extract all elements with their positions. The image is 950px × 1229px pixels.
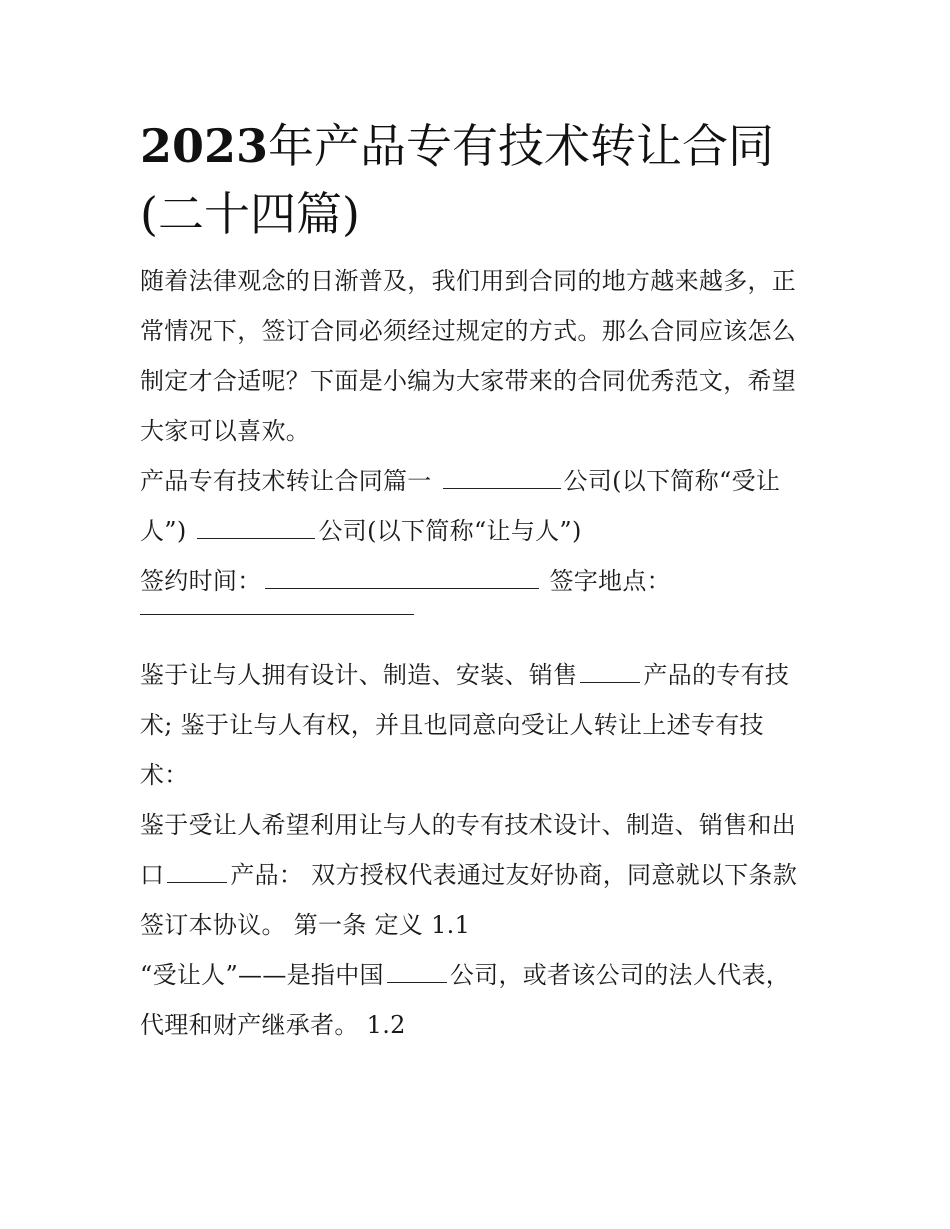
definition-text: “受让人”——是指中国 bbox=[140, 961, 384, 989]
blank-transferee-company bbox=[443, 464, 561, 489]
document-body bbox=[140, 112, 815, 1050]
intro-line: 制定才合适呢？下面是小编为大家带来的合同优秀范文，希望 bbox=[140, 367, 797, 395]
recital-text: 口 bbox=[140, 861, 165, 889]
sign-place-blank-row bbox=[140, 606, 815, 650]
recital-text: 产品的专有技 bbox=[643, 661, 790, 689]
parties-line-2 bbox=[140, 506, 815, 556]
sign-time-label: 签约时间： bbox=[140, 567, 262, 595]
title-line-2: (二十四篇) bbox=[140, 187, 360, 241]
intro-line: 大家可以喜欢。 bbox=[140, 417, 311, 445]
transferee-text: 公司(以下简称“受让 bbox=[563, 467, 781, 495]
title-line-1 bbox=[140, 112, 815, 180]
transferor-text: 公司(以下简称“让与人”) bbox=[318, 517, 582, 545]
contract-heading-text: 产品专有技术转让合同篇一 bbox=[140, 467, 432, 495]
recital-text: 产品： 双方授权代表通过友好协商，同意就以下条款 bbox=[230, 861, 798, 889]
title-year: 2023 bbox=[140, 119, 269, 173]
blank-product-name bbox=[580, 658, 640, 683]
recital-1-line-3: 术： bbox=[140, 761, 189, 789]
recital-2-line-3: 签订本协议。 第一条 定义 1.1 bbox=[140, 911, 471, 939]
blank-transferor-company bbox=[197, 514, 315, 539]
document-title bbox=[140, 112, 815, 248]
blank-sign-place bbox=[140, 606, 414, 615]
title-line-1-text: 年产品专有技术转让合同 bbox=[268, 119, 775, 173]
signing-line bbox=[140, 556, 815, 606]
definition-line-2: 代理和财产继承者。 1.2 bbox=[140, 1011, 406, 1039]
intro-line: 常情况下，签订合同必须经过规定的方式。那么合同应该怎么 bbox=[140, 317, 797, 345]
transferee-close-text: 人”) bbox=[140, 517, 187, 545]
recital-2-line-1: 鉴于受让人希望利用让与人的专有技术设计、制造、销售和出 bbox=[140, 811, 797, 839]
parties-line-1 bbox=[140, 456, 815, 506]
sign-place-label: 签字地点： bbox=[549, 567, 671, 595]
definition-line-1 bbox=[140, 950, 815, 1000]
blank-sign-time bbox=[265, 564, 539, 589]
recital-1-line-1 bbox=[140, 650, 815, 700]
recital-1-line-2: 术; 鉴于让与人有权，并且也同意向受让人转让上述专有技 bbox=[140, 711, 764, 739]
blank-china-company bbox=[387, 958, 447, 983]
intro-line: 随着法律观念的日渐普及，我们用到合同的地方越来越多，正 bbox=[140, 267, 797, 295]
recital-2-line-2 bbox=[140, 850, 815, 900]
definition-text: 公司，或者该公司的法人代表， bbox=[449, 961, 791, 989]
recital-text: 鉴于让与人拥有设计、制造、安装、销售 bbox=[140, 661, 578, 689]
blank-export-product bbox=[167, 858, 227, 883]
